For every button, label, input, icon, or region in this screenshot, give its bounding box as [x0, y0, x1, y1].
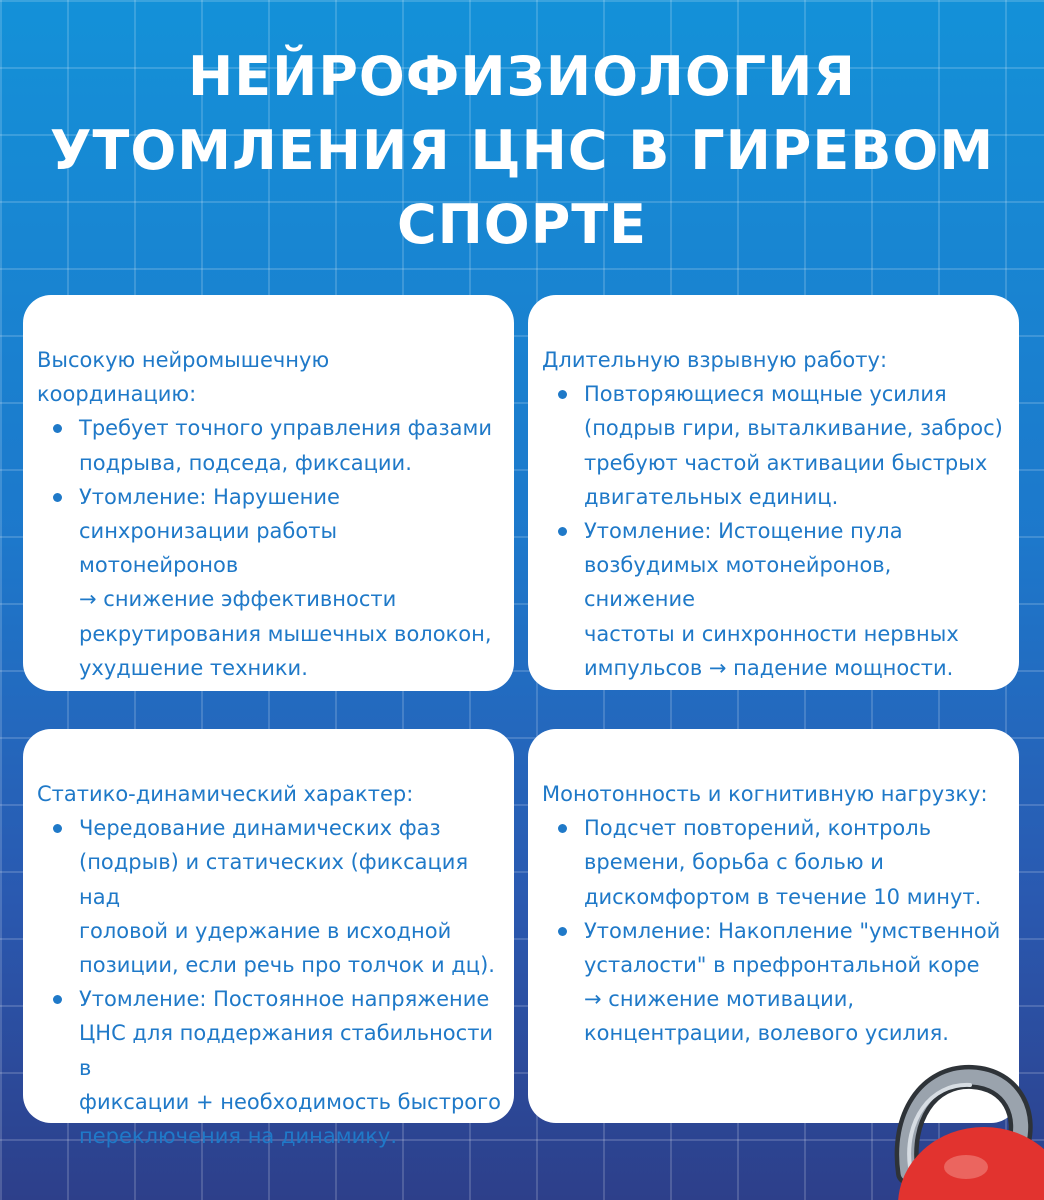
list-item: Чередование динамических фаз (подрыв) и статических (фиксация над головой и удержание в исходной позиции, если речь про толчок и дц). [79, 811, 502, 982]
card-heading: Высокую нейромышечную координацию: [37, 348, 330, 407]
bullet-list [542, 377, 1007, 685]
bullet-list [542, 811, 1007, 1050]
card-static-dynamic [23, 729, 514, 1149]
title-line-1: НЕЙРОФИЗИОЛОГИЯ [188, 45, 856, 108]
kettlebell-icon [880, 1055, 1044, 1200]
card-neuromuscular-coordination [23, 295, 514, 691]
bullet-list [37, 411, 502, 685]
title-line-2: УТОМЛЕНИЯ ЦНС В ГИРЕВОМ [49, 119, 995, 182]
title-line-3: СПОРТЕ [396, 193, 648, 256]
list-item: Утомление: Истощение пула возбудимых мотонейронов, снижение частоты и синхронности нервных импульсов → падение мощности. [584, 514, 1007, 685]
list-item: Подсчет повторений, контроль времени, борьба с болью и дискомфортом в течение 10 минут. [584, 811, 1007, 914]
list-item: Утомление: Накопление "умственной усталости" в префронтальной коре → снижение мотивации, концентрации, волевого усилия. [584, 914, 1007, 1051]
card-heading: Длительную взрывную работу: [542, 348, 888, 372]
list-item: Утомление: Постоянное напряжение ЦНС для поддержания стабильности в фиксации + необходимость быстрого переключения на динамику. [79, 982, 502, 1153]
page-title [0, 40, 1044, 262]
list-item: Повторяющиеся мощные усилия (подрыв гири, выталкивание, заброс) требуют частой активации быстрых двигательных единиц. [584, 377, 1007, 514]
list-item: Утомление: Нарушение синхронизации работы мотонейронов → снижение эффективности рекрутирования мышечных волокон, ухудшение техники. [79, 480, 502, 685]
list-item: Требует точного управления фазами подрыва, подседа, фиксации. [79, 411, 502, 479]
card-heading: Статико-динамический характер: [37, 782, 414, 806]
card-explosive-work [528, 295, 1019, 690]
bullet-list [37, 811, 502, 1153]
card-heading: Монотонность и когнитивную нагрузку: [542, 782, 988, 806]
